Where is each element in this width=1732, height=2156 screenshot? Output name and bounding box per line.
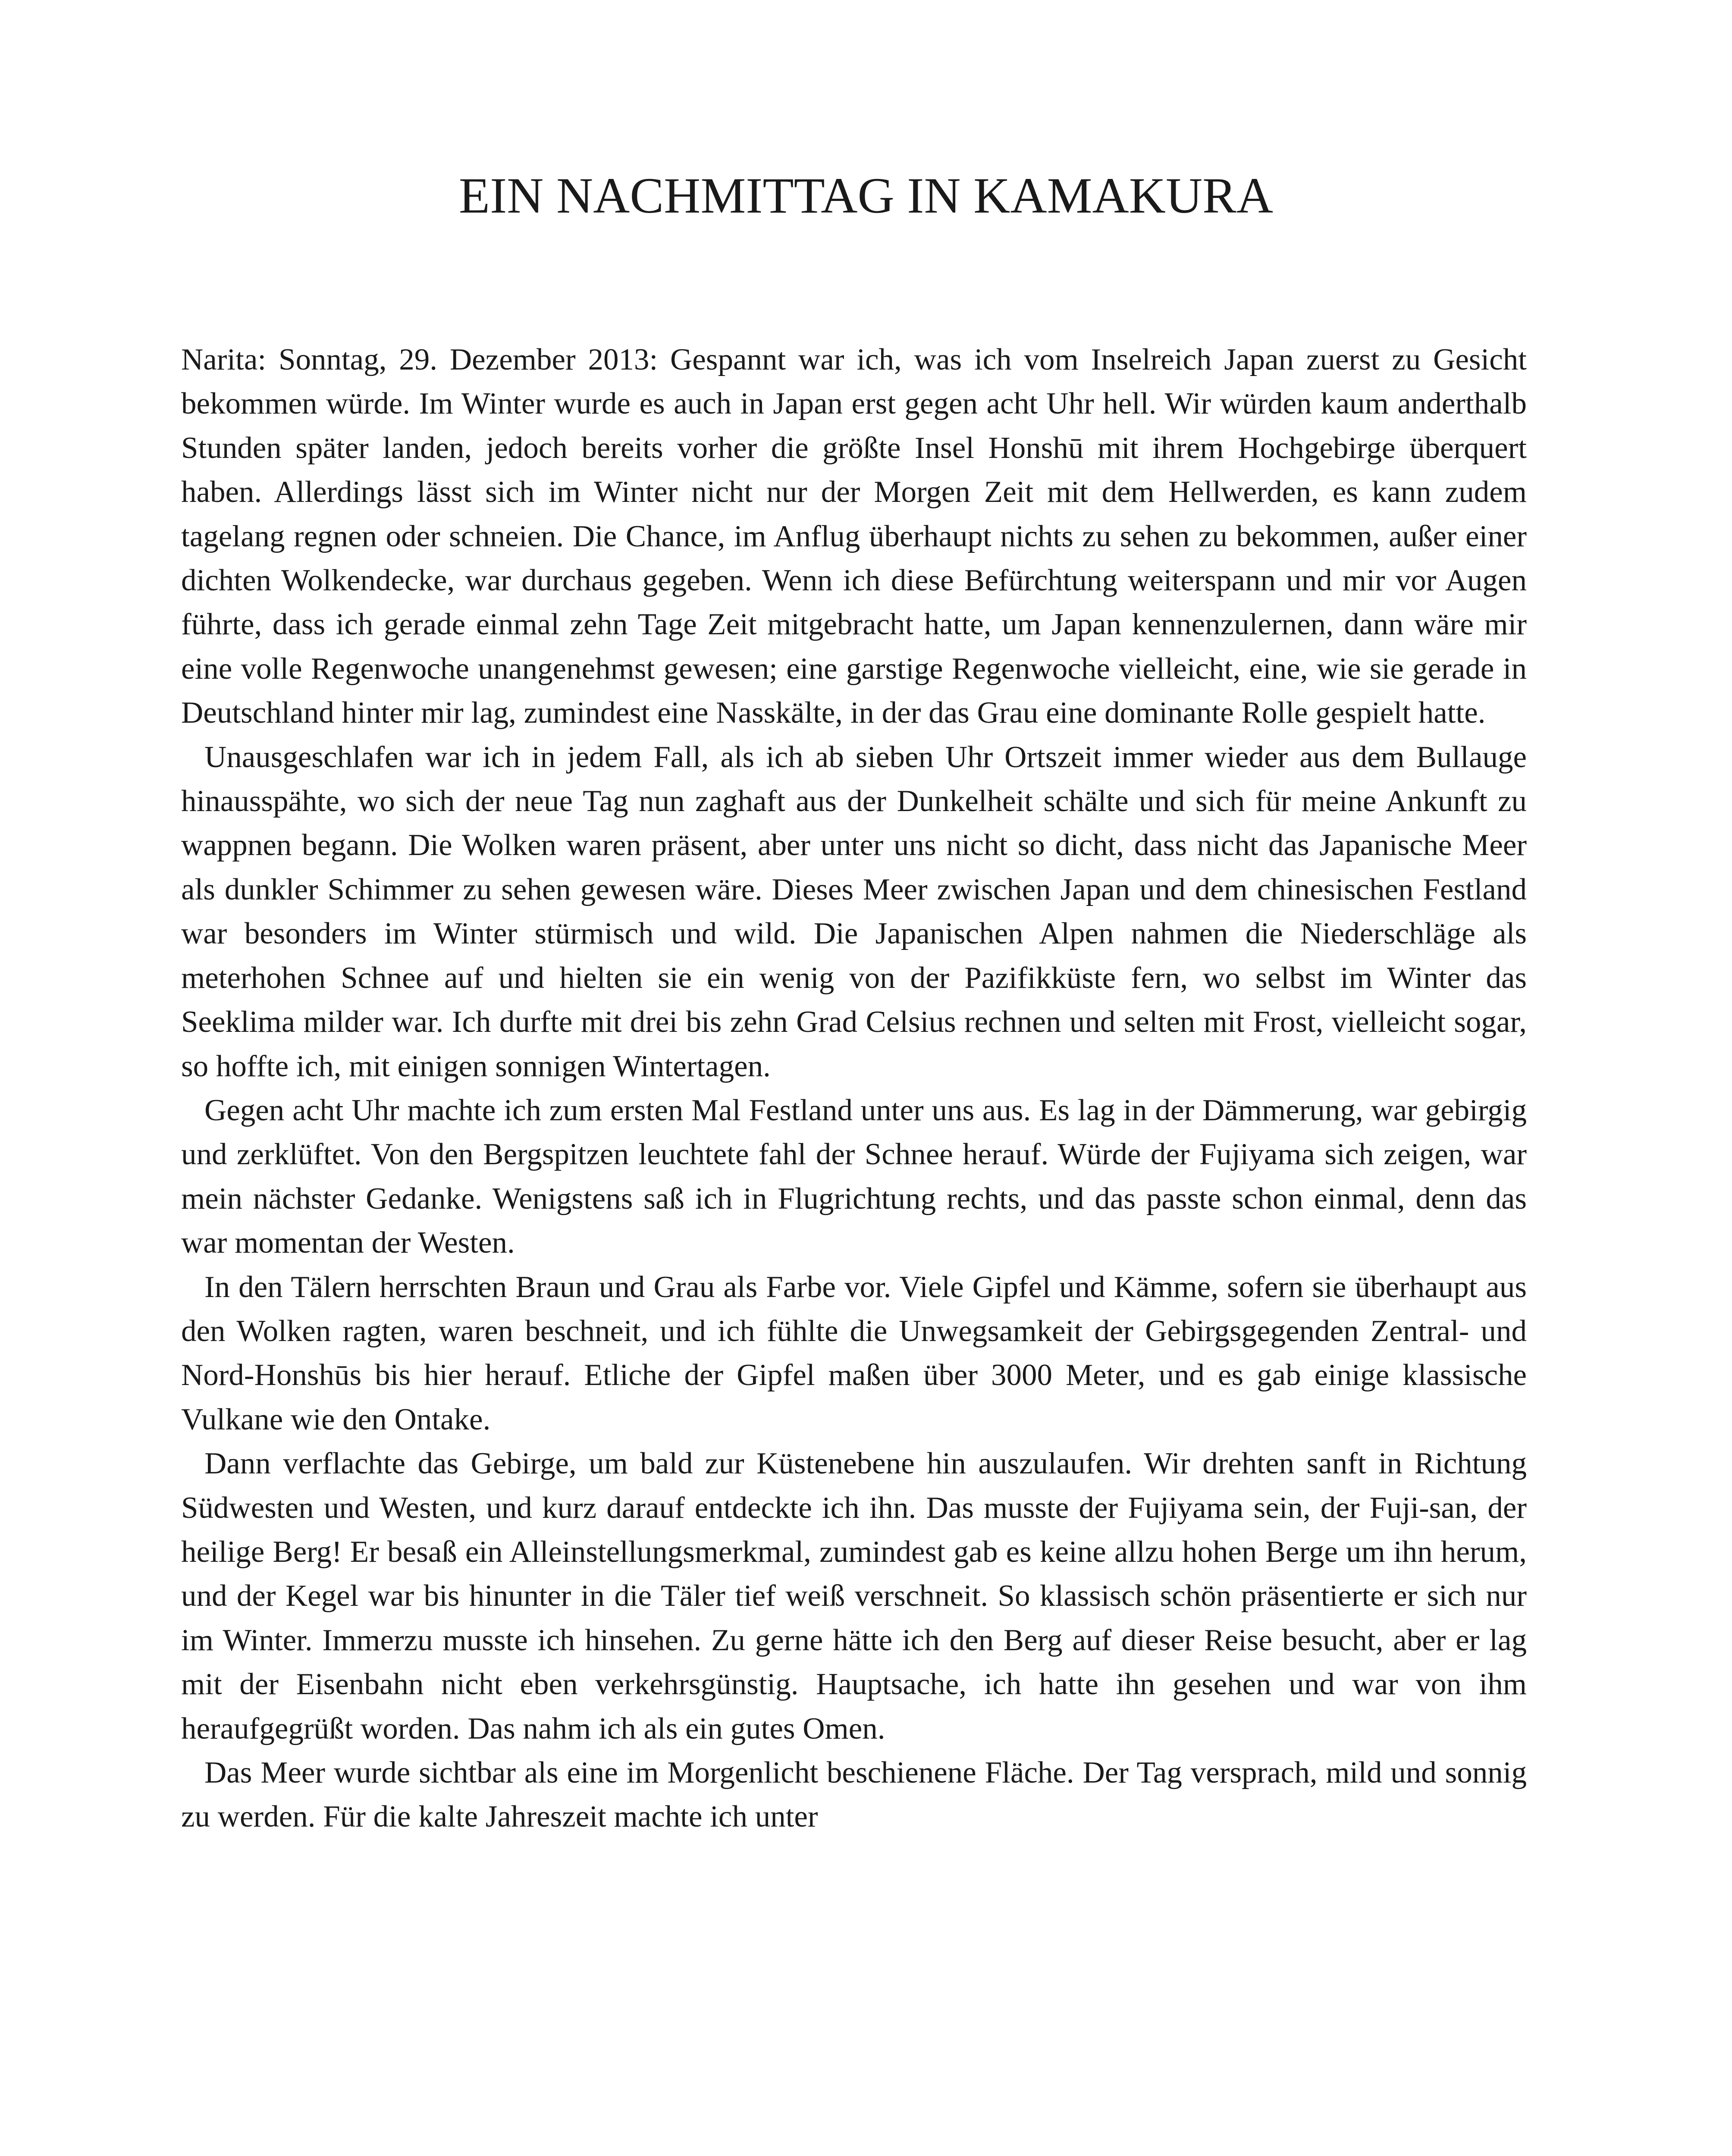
paragraph-1: Narita: Sonntag, 29. Dezember 2013: Gespannt war ich, was ich vom Inselreich Japan zuerst zu Gesicht bekommen würde. Im Winter wurde es auch in Japan erst gegen acht Uhr hell. Wir würden kaum anderthalb Stunden später landen, jedoch bereits vorher die größte Insel Honshū mit ihrem Hochgebirge überquert haben. Allerdings lässt sich im Winter nicht nur der Morgen Zeit mit dem Hellwerden, es kann zudem tagelang regnen oder schneien. Die Chance, im Anflug überhaupt nichts zu sehen zu bekommen, außer einer dichten Wolkendecke, war durchaus gegeben. Wenn ich diese Befürchtung weiterspann und mir vor Augen führte, dass ich gerade einmal zehn Tage Zeit mitgebracht hatte, um Japan kennenzulernen, dann wäre mir eine volle Regenwoche unangenehmst gewesen; eine garstige Regenwoche vielleicht, eine, wie sie gerade in Deutschland hinter mir lag, zumindest eine Nasskälte, in der das Grau eine dominante Rolle gespielt hatte. bbox=[181, 343, 1527, 730]
chapter-title: EIN NACHMITTAG IN KAMAKURA bbox=[458, 167, 1274, 224]
paragraph-6: Das Meer wurde sichtbar als eine im Morgenlicht beschienene Fläche. Der Tag versprach, mild und sonnig zu werden. Für die kalte Jahreszeit machte ich unter bbox=[181, 1756, 1527, 1834]
paragraph-5: Dann verflachte das Gebirge, um bald zur Küstenebene hin auszulaufen. Wir drehten sanft in Richtung Südwesten und Westen, und kurz darauf entdeckte ich ihn. Das musste der Fujiyama sein, der Fuji-san, der heilige Berg! Er besaß ein Alleinstellungsmerkmal, zumindest gab es keine allzu hohen Berge um ihn herum, und der Kegel war bis hinunter in die Täler tief weiß verschneit. So klassisch schön präsentierte er sich nur im Winter. Immerzu musste ich hinsehen. Zu gerne hätte ich den Berg auf dieser Reise besucht, aber er lag mit der Eisenbahn nicht eben verkehrsgünstig. Hauptsache, ich hatte ihn gesehen und war von ihm heraufgegrüßt worden. Das nahm ich als ein gutes Omen. bbox=[181, 1447, 1527, 1745]
paragraph-4: In den Tälern herrschten Braun und Grau als Farbe vor. Viele Gipfel und Kämme, sofern sie überhaupt aus den Wolken ragten, waren beschneit, und ich fühlte die Unwegsamkeit der Gebirgsgegenden Zentral- und Nord-Honshūs bis hier herauf. Etliche der Gipfel maßen über 3000 Meter, und es gab einige klassische Vulkane wie den Ontake. bbox=[181, 1270, 1527, 1436]
body-text bbox=[181, 338, 1527, 1839]
paragraph-2: Unausgeschlafen war ich in jedem Fall, als ich ab sieben Uhr Ortszeit immer wieder aus dem Bullauge hinausspähte, wo sich der neue Tag nun zaghaft aus der Dunkelheit schälte und sich für meine Ankunft zu wappnen begann. Die Wolken waren präsent, aber unter uns nicht so dicht, dass nicht das Japanische Meer als dunkler Schimmer zu sehen gewesen wäre. Dieses Meer zwischen Japan und dem chinesischen Festland war besonders im Winter stürmisch und wild. Die Japanischen Alpen nahmen die Niederschläge als meterhohen Schnee auf und hielten sie ein wenig von der Pazifikküste fern, wo selbst im Winter das Seeklima milder war. Ich durfte mit drei bis zehn Grad Celsius rechnen und selten mit Frost, vielleicht sogar, so hoffte ich, mit einigen sonnigen Wintertagen. bbox=[181, 740, 1527, 1083]
paragraph-3: Gegen acht Uhr machte ich zum ersten Mal Festland unter uns aus. Es lag in der Dämmerung, war gebirgig und zerklüftet. Von den Bergspitzen leuchtete fahl der Schnee herauf. Würde der Fujiyama sich zeigen, war mein nächster Gedanke. Wenigstens saß ich in Flugrichtung rechts, und das passte schon einmal, denn das war momentan der Westen. bbox=[181, 1093, 1527, 1260]
